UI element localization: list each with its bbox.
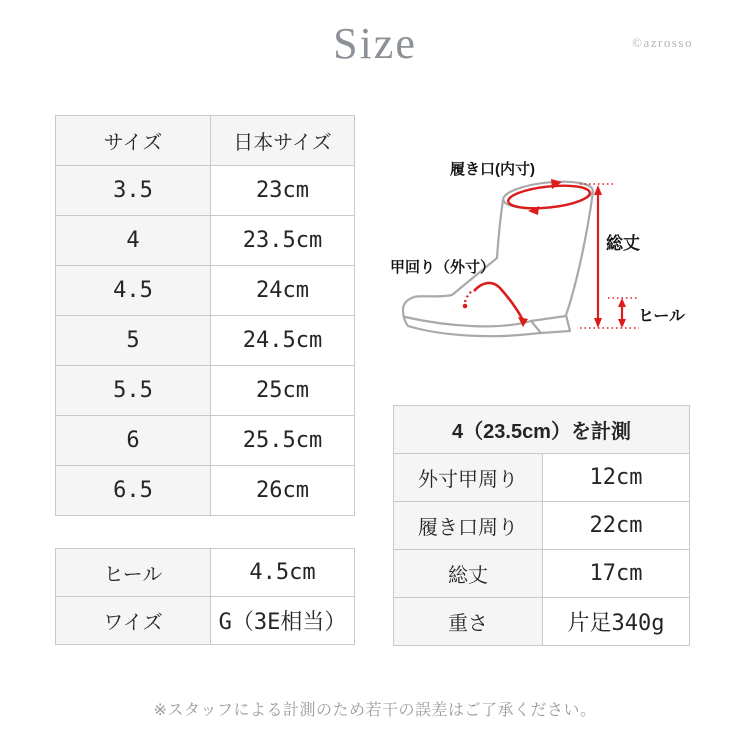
boot-heel-front (531, 321, 541, 333)
table-row (56, 549, 355, 597)
table-row (56, 597, 355, 645)
page-title: Size (333, 19, 417, 68)
boot-illustration (390, 145, 720, 360)
outer-instep-value: 12cm (543, 454, 690, 502)
table-row (394, 502, 690, 550)
opening-circumference-label: 履き口周り (394, 502, 543, 550)
total-height-arrow-bottom (594, 318, 602, 328)
measurement-table (393, 405, 690, 646)
total-height-arrow-top (594, 185, 602, 195)
measurement-table-title: 4（23.5cm）を計測 (394, 406, 690, 454)
instep-label: 甲回り（外寸） (390, 259, 496, 276)
instep-measure-dot (463, 304, 468, 309)
width-value: G（3E相当） (211, 597, 355, 645)
ellipse-arrow-top (551, 179, 562, 189)
japan-size-value: 23cm (211, 166, 355, 216)
width-label: ワイズ (56, 597, 211, 645)
opening-label: 履き口(内寸) (450, 161, 535, 178)
japan-size-value: 24.5cm (211, 316, 355, 366)
japan-size-value: 25.5cm (211, 416, 355, 466)
heel-value: 4.5cm (211, 549, 355, 597)
japan-size-value: 26cm (211, 466, 355, 516)
size-value: 4.5 (56, 266, 211, 316)
weight-value: 片足340g (543, 598, 690, 646)
heel-arrow-bottom (618, 319, 626, 328)
heel-label: ヒール (56, 549, 211, 597)
size-value: 6 (56, 416, 211, 466)
boot-sole-line (405, 316, 566, 326)
table-row (56, 316, 355, 366)
table-row (394, 454, 690, 502)
table-row (56, 266, 355, 316)
instep-measure-dotted (465, 291, 472, 302)
copyright-text: ©azrosso (632, 35, 693, 50)
heel-width-spec-table (55, 548, 355, 645)
measurement-disclaimer: ※スタッフによる計測のため若干の誤差はご了承ください。 (153, 702, 597, 719)
size-value: 3.5 (56, 166, 211, 216)
table-row (56, 366, 355, 416)
weight-label: 重さ (394, 598, 543, 646)
total-height-label: 総丈 (394, 550, 543, 598)
heel-label: ヒール (638, 308, 686, 325)
opening-measure-ellipse (507, 182, 591, 211)
total-height-label: 総丈 (606, 234, 640, 253)
size-value: 5.5 (56, 366, 211, 416)
size-value: 6.5 (56, 466, 211, 516)
opening-circumference-value: 22cm (543, 502, 690, 550)
total-height-value: 17cm (543, 550, 690, 598)
japan-size-col-header: 日本サイズ (211, 116, 355, 166)
size-conversion-table (55, 115, 355, 516)
table-row (56, 466, 355, 516)
heel-arrow-top (618, 298, 626, 307)
japan-size-value: 25cm (211, 366, 355, 416)
table-row (56, 216, 355, 266)
boot-measurement-diagram (390, 145, 720, 360)
table-row (56, 166, 355, 216)
table-header-row (56, 116, 355, 166)
instep-measure-arc (474, 283, 523, 321)
table-row (56, 416, 355, 466)
size-col-header: サイズ (56, 116, 211, 166)
table-row (394, 598, 690, 646)
size-value: 5 (56, 316, 211, 366)
table-row (394, 550, 690, 598)
japan-size-value: 24cm (211, 266, 355, 316)
size-value: 4 (56, 216, 211, 266)
japan-size-value: 23.5cm (211, 216, 355, 266)
table-header-row (394, 406, 690, 454)
outer-instep-label: 外寸甲周り (394, 454, 543, 502)
